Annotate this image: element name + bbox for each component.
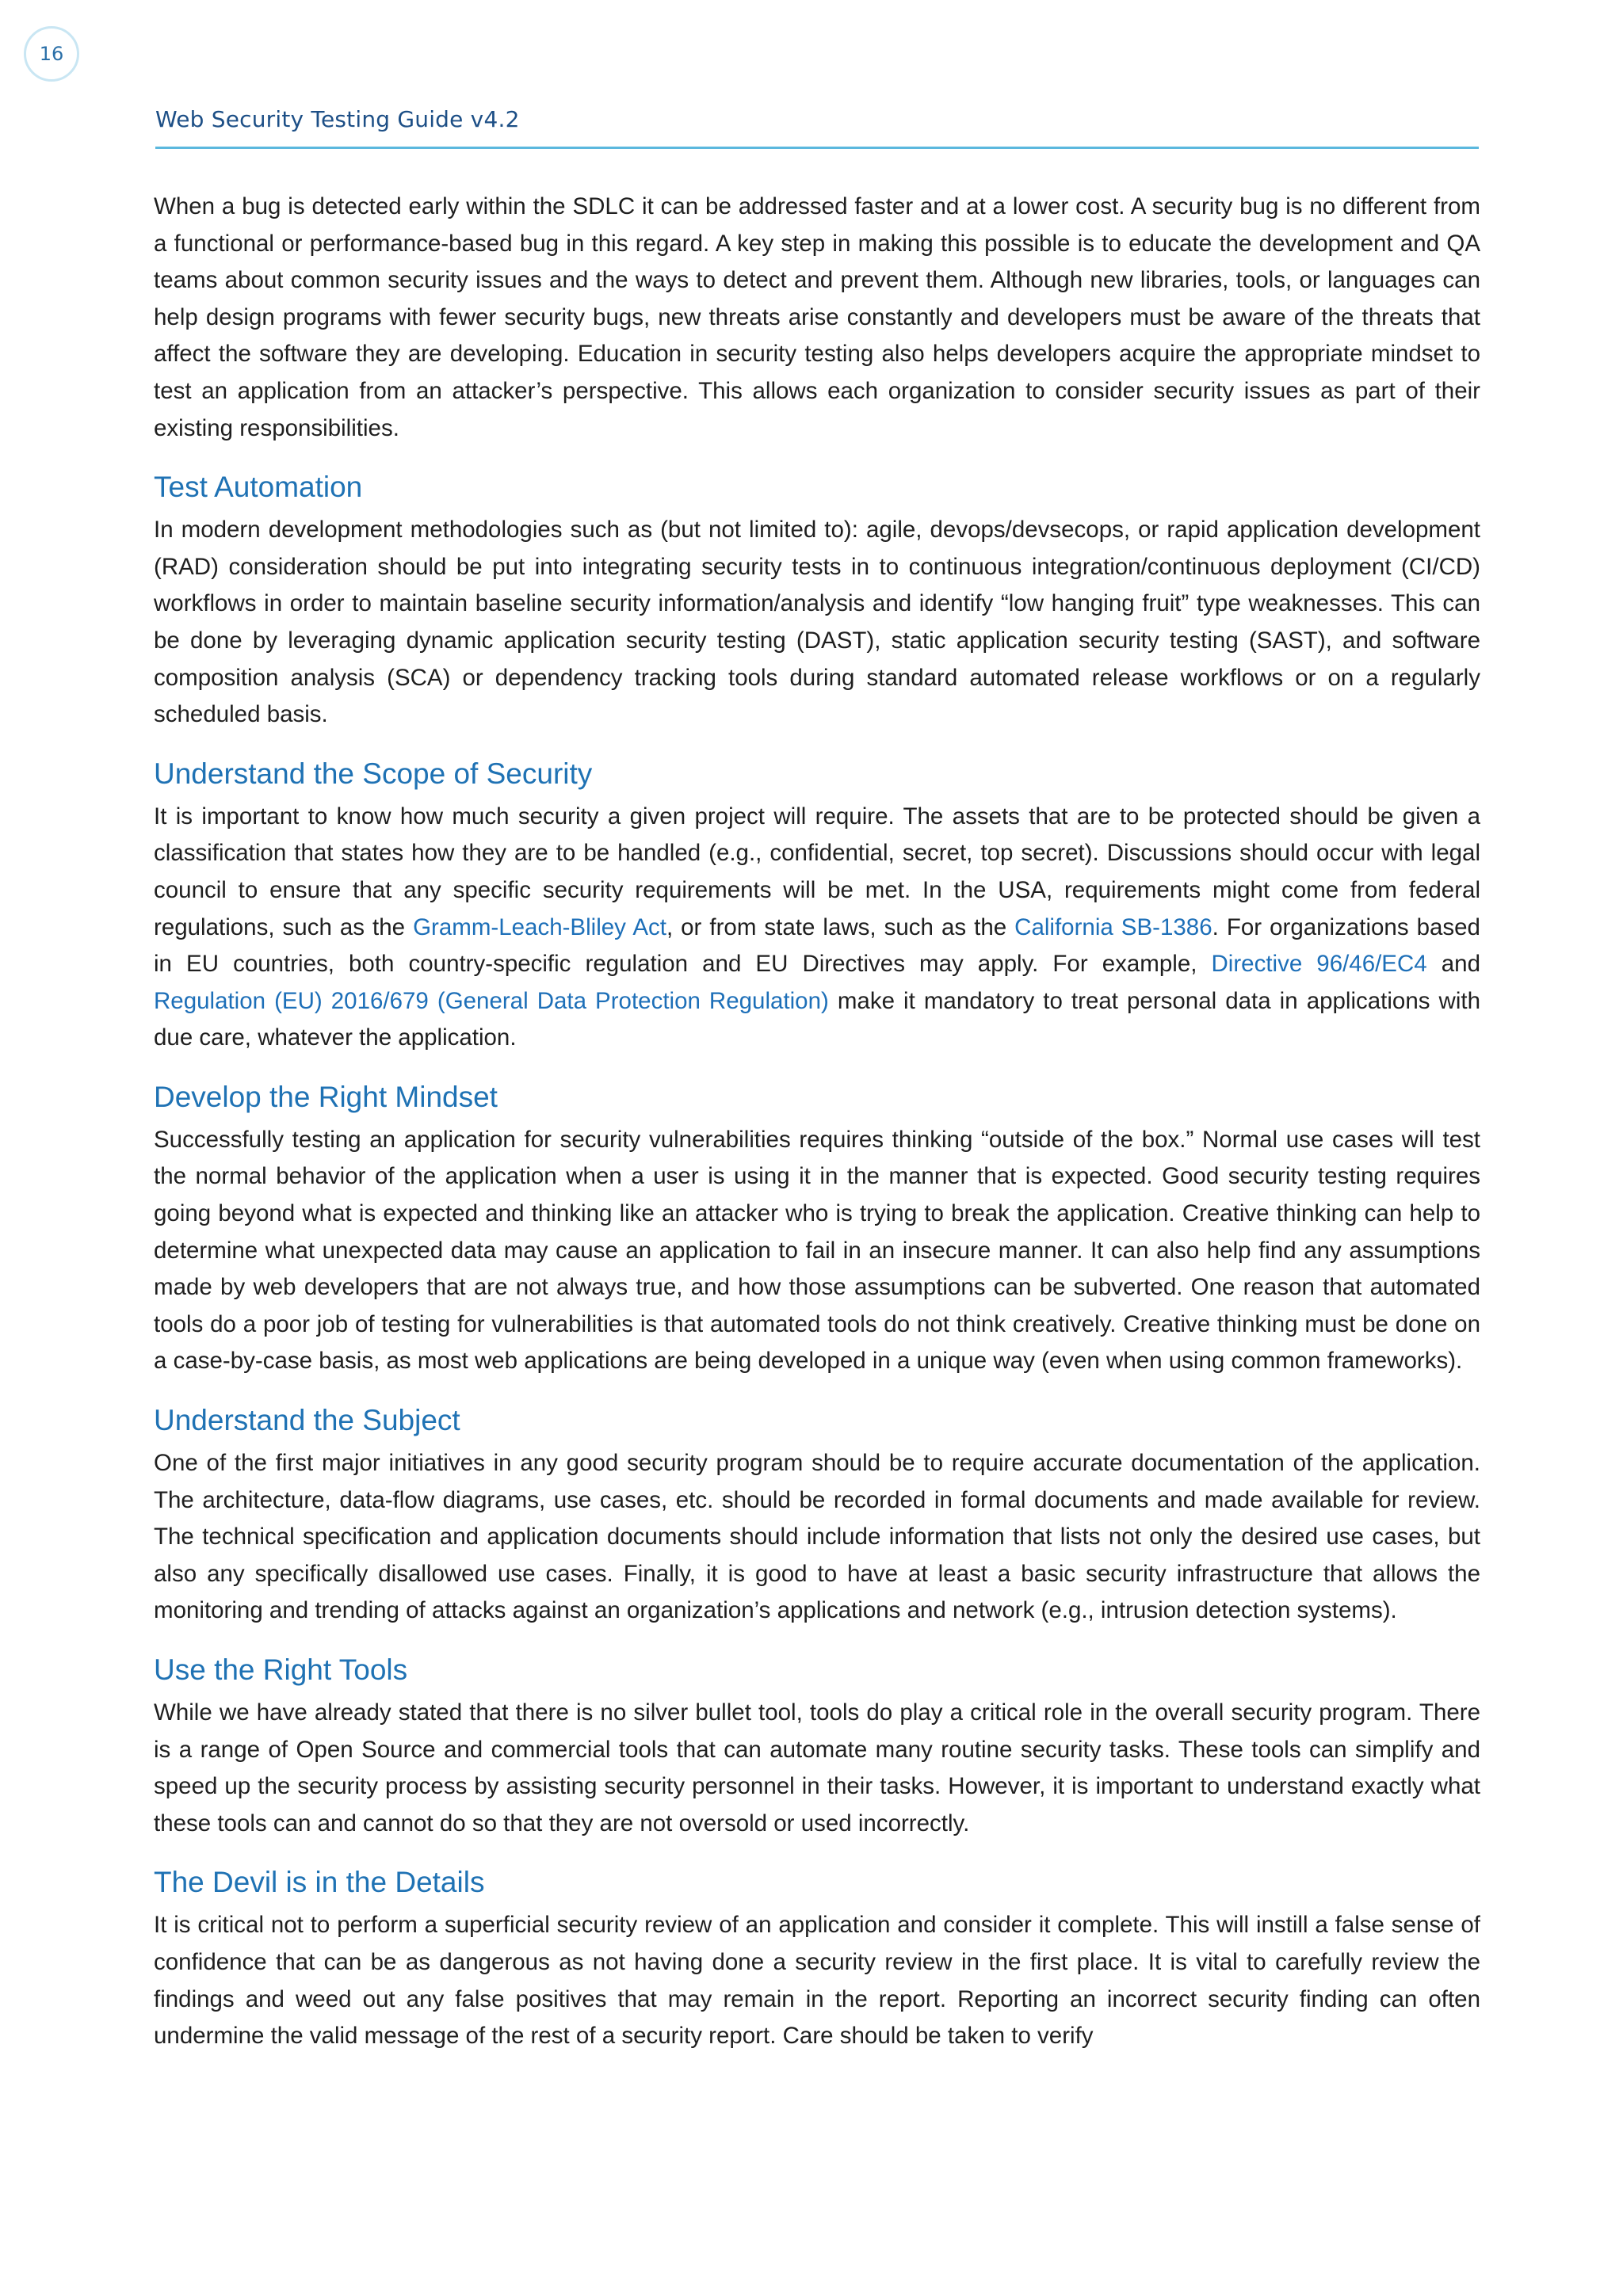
heading-right-tools: Use the Right Tools: [154, 1653, 408, 1686]
heading-right-mindset: Develop the Right Mindset: [154, 1080, 498, 1113]
heading-devil-in-details: The Devil is in the Details: [154, 1866, 485, 1899]
test-automation-paragraph: In modern development methodologies such as (but not limited to): agile, devops/devsecops, or rapid application development (RAD) consideration should be put into integrating security tests in to continuous integration/continuous deployment (CI/CD) workflows in order to maintain baseline security information/analysis and identify “low hanging fruit” type weaknesses. This can be done by leveraging dynamic application security testing (DAST), static application security testing (SAST), and software composition analysis (SCA) or dependency tracking tools during standard automated release workflows or on a regularly scheduled basis.: [154, 517, 1480, 728]
mindset-paragraph: Successfully testing an application for security vulnerabilities requires thinking “outside of the box.” Normal use cases will test the normal behavior of the application when a user is using it in the manner that is expected. Good security testing requires going beyond what is expected and thinking like an attacker who is trying to break the application. Creative thinking can help to determine what unexpected data may cause an application to fail in an insecure manner. It can also help find any assumptions made by web developers that are not always true, and how those assumptions can be subverted. One reason that automated tools do a poor job of testing for vulnerabilities is that automated tools do not think creatively. Creative thinking must be done on a case-by-case basis, as most web applications are being developed in a unique way (even when using common frameworks).: [154, 1126, 1480, 1375]
heading-understand-subject: Understand the Subject: [154, 1404, 460, 1437]
link-gramm-leach-bliley-act[interactable]: Gramm-Leach-Bliley Act: [413, 913, 666, 940]
header-divider: [155, 147, 1479, 149]
scope-text-2: , or from state laws, such as the: [666, 913, 1015, 940]
link-directive-96-46-ec4[interactable]: Directive 96/46/EC4: [1211, 951, 1427, 978]
scope-text-3: . For organizations based in EU countries, both country-specific regulation and EU Directives may apply. For example,: [154, 913, 1480, 978]
subject-paragraph: One of the first major initiatives in any good security program should be to require accurate documentation of the application. The architecture, data-flow diagrams, use cases, etc. should be recorded in formal documents and made available for review. The technical specification and application documents should include information that lists not only the desired use cases, but also any specifically disallowed use cases. Finally, it is good to have at least a basic security infrastructure that allows the monitoring and trending of attacks against an organization’s applications and network (e.g., intrusion detection systems).: [154, 1450, 1480, 1624]
document-body: [154, 189, 1480, 2055]
page-number: 16: [24, 26, 79, 82]
link-california-sb-1386[interactable]: California SB-1386: [1014, 913, 1212, 940]
heading-test-automation: Test Automation: [154, 471, 363, 504]
running-header: Web Security Testing Guide v4.2: [155, 106, 520, 132]
details-paragraph: It is critical not to perform a superficial security review of an application and consider it complete. This will instill a false sense of confidence that can be as dangerous as not having done a security review in the first place. It is vital to carefully review the findings and weed out any false positives that may remain in the report. Reporting an incorrect security finding can often undermine the valid message of the rest of a security report. Care should be taken to verify: [154, 1912, 1480, 2050]
link-gdpr-regulation[interactable]: Regulation (EU) 2016/679 (General Data Protection Regulation): [154, 987, 829, 1014]
heading-scope-of-security: Understand the Scope of Security: [154, 757, 593, 790]
scope-paragraph: [154, 799, 1480, 1057]
tools-paragraph: While we have already stated that there is no silver bullet tool, tools do play a critical role in the overall security program. There is a range of Open Source and commercial tools that can automate many routine security tasks. These tools can simplify and speed up the security process by assisting security personnel in their tasks. However, it is important to understand exactly what these tools can and cannot do so that they are not oversold or used incorrectly.: [154, 1699, 1480, 1836]
scope-text-1: It is important to know how much security a given project will require. The assets that are to be protected should be given a classification that states how they are to be handled (e.g., confidential, secret, top secret). Discussions should occur with legal council to ensure that any specific security requirements will be met. In the USA, requirements might come from federal regulations, such as the: [154, 803, 1480, 940]
scope-text-4: and: [1426, 951, 1480, 978]
intro-paragraph: When a bug is detected early within the SDLC it can be addressed faster and at a lower cost. A security bug is no different from a functional or performance-based bug in this regard. A key step in making this possible is to educate the development and QA teams about common security issues and the ways to detect and prevent them. Although new libraries, tools, or languages can help design programs with fewer security bugs, new threats arise constantly and developers must be aware of the threats that affect the software they are developing. Education in security testing also helps developers acquire the appropriate mindset to test an application from an attacker’s perspective. This allows each organization to consider security issues as part of their existing responsibilities.: [154, 193, 1480, 441]
scope-text-5: make it mandatory to treat personal data in applications with due care, whatever the application.: [154, 987, 1481, 1051]
